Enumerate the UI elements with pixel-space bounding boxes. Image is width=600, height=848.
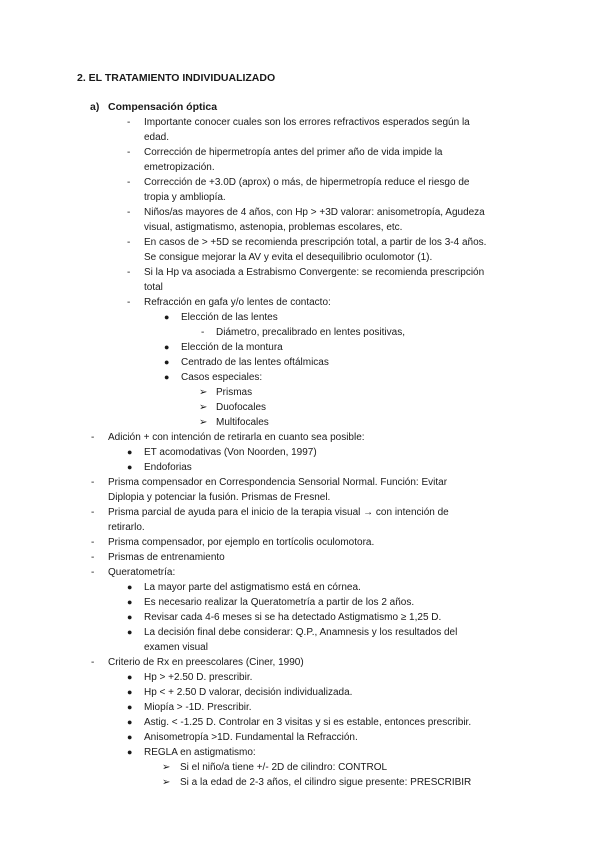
list-item: Corrección de hipermetropía antes del primer año de vida impide la: [144, 147, 443, 158]
list-item-cont: visual, astigmatismo, astenopia, problemas escolares, etc.: [144, 222, 403, 233]
list-item-cont: examen visual: [144, 642, 208, 653]
bullet-marker: ●: [127, 462, 133, 472]
list-item: Si la Hp va asociada a Estrabismo Convergente: se recomienda prescripción: [144, 267, 485, 278]
arrow-marker: ➢: [162, 777, 171, 788]
section-title: 2. EL TRATAMIENTO INDIVIDUALIZADO: [77, 72, 276, 84]
bullet-marker: ●: [127, 747, 133, 757]
dash-marker: -: [127, 297, 131, 308]
bullet-marker: ●: [164, 357, 170, 367]
list-item: Hp > +2.50 D. prescribir.: [144, 672, 253, 683]
dash-marker: -: [127, 267, 131, 278]
list-item: Casos especiales:: [181, 372, 263, 383]
list-item: Anisometropía >1D. Fundamental la Refracción.: [144, 732, 358, 743]
list-item: Es necesario realizar la Queratometría a partir de los 2 años.: [144, 597, 415, 608]
list-item: Queratometría:: [108, 567, 176, 578]
list-item: Si el niño/a tiene +/- 2D de cilindro: CONTROL: [180, 762, 388, 773]
list-item: Si a la edad de 2-3 años, el cilindro sigue presente: PRESCRIBIR: [180, 777, 472, 788]
subsection-marker: a): [90, 101, 100, 113]
dash-marker: -: [91, 537, 95, 548]
list-item: Elección de la montura: [181, 342, 283, 353]
list-item: Prisma parcial de ayuda para el inicio de la terapia visual → con intención de: [108, 507, 449, 518]
dash-marker: -: [91, 507, 95, 518]
dash-marker: -: [91, 432, 95, 443]
bullet-marker: ●: [127, 597, 133, 607]
bullet-marker: ●: [127, 702, 133, 712]
bullet-marker: ●: [164, 342, 170, 352]
bullet-marker: ●: [164, 312, 170, 322]
dash-marker: -: [91, 567, 95, 578]
list-item: Prisma compensador en Correspondencia Sensorial Normal. Función: Evitar: [108, 477, 448, 488]
bullet-marker: ●: [127, 582, 133, 592]
list-item: Refracción en gafa y/o lentes de contacto:: [144, 297, 331, 308]
bullet-marker: ●: [127, 627, 133, 637]
list-item: Diámetro, precalibrado en lentes positivas,: [216, 327, 405, 338]
list-item: Prismas: [216, 387, 253, 398]
list-item-cont: Se consigue mejorar la AV y evita el desequilibrio oculomotor (1).: [144, 252, 433, 263]
list-item-cont: retirarlo.: [108, 522, 145, 533]
list-item: Importante conocer cuales son los errores refractivos esperados según la: [144, 117, 470, 128]
bullet-marker: ●: [127, 447, 133, 457]
list-item: Hp < + 2.50 D valorar, decisión individualizada.: [144, 687, 353, 698]
bullet-marker: ●: [164, 372, 170, 382]
dash-marker: -: [127, 177, 131, 188]
dash-marker: -: [91, 477, 95, 488]
arrow-marker: ➢: [199, 417, 208, 428]
list-item: Endoforias: [144, 462, 192, 473]
dash-marker: -: [127, 147, 131, 158]
list-item: REGLA en astigmatismo:: [144, 747, 256, 758]
list-item: Duofocales: [216, 402, 267, 413]
list-item: Astig. < -1.25 D. Controlar en 3 visitas y si es estable, entonces prescribir.: [144, 717, 472, 728]
bullet-marker: ●: [127, 732, 133, 742]
list-item: La mayor parte del astigmatismo está en córnea.: [144, 582, 361, 593]
list-item: Prisma compensador, por ejemplo en tortícolis oculomotora.: [108, 537, 375, 548]
list-item: Centrado de las lentes oftálmicas: [181, 357, 329, 368]
dash-marker: -: [127, 117, 131, 128]
list-item: Adición + con intención de retirarla en cuanto sea posible:: [108, 432, 365, 443]
list-item: Miopía > -1D. Prescribir.: [144, 702, 252, 713]
list-item: Criterio de Rx en preescolares (Ciner, 1990): [108, 657, 304, 668]
dash-marker: -: [127, 207, 131, 218]
dash-marker: -: [91, 657, 95, 668]
list-item-cont: emetropización.: [144, 162, 215, 173]
dash-marker: -: [91, 552, 95, 563]
list-item: Corrección de +3.0D (aprox) o más, de hipermetropía reduce el riesgo de: [144, 177, 470, 188]
list-item: Niños/as mayores de 4 años, con Hp > +3D valorar: anisometropía, Agudeza: [144, 207, 485, 218]
list-item-cont: tropia y ambliopía.: [144, 192, 226, 203]
arrow-marker: ➢: [199, 402, 208, 413]
arrow-marker: ➢: [162, 762, 171, 773]
list-item: La decisión final debe considerar: Q.P., Anamnesis y los resultados del: [144, 627, 458, 638]
list-item-cont: Diplopia y potenciar la fusión. Prismas de Fresnel.: [108, 492, 331, 503]
list-item: Elección de las lentes: [181, 312, 278, 323]
bullet-marker: ●: [127, 672, 133, 682]
list-item: Multifocales: [216, 417, 269, 428]
bullet-marker: ●: [127, 612, 133, 622]
list-item-cont: total: [144, 282, 163, 293]
bullet-marker: ●: [127, 687, 133, 697]
list-item: Prismas de entrenamiento: [108, 552, 225, 563]
list-item: En casos de > +5D se recomienda prescripción total, a partir de los 3-4 años.: [144, 237, 487, 248]
list-item-cont: edad.: [144, 132, 170, 143]
arrow-marker: ➢: [199, 387, 208, 398]
dash-marker: -: [127, 237, 131, 248]
bullet-marker: ●: [127, 717, 133, 727]
dash-marker: -: [201, 327, 205, 338]
subsection-title: Compensación óptica: [108, 101, 218, 113]
list-item: ET acomodativas (Von Noorden, 1997): [144, 447, 317, 458]
list-item: Revisar cada 4-6 meses si se ha detectado Astigmatismo ≥ 1,25 D.: [144, 612, 442, 623]
